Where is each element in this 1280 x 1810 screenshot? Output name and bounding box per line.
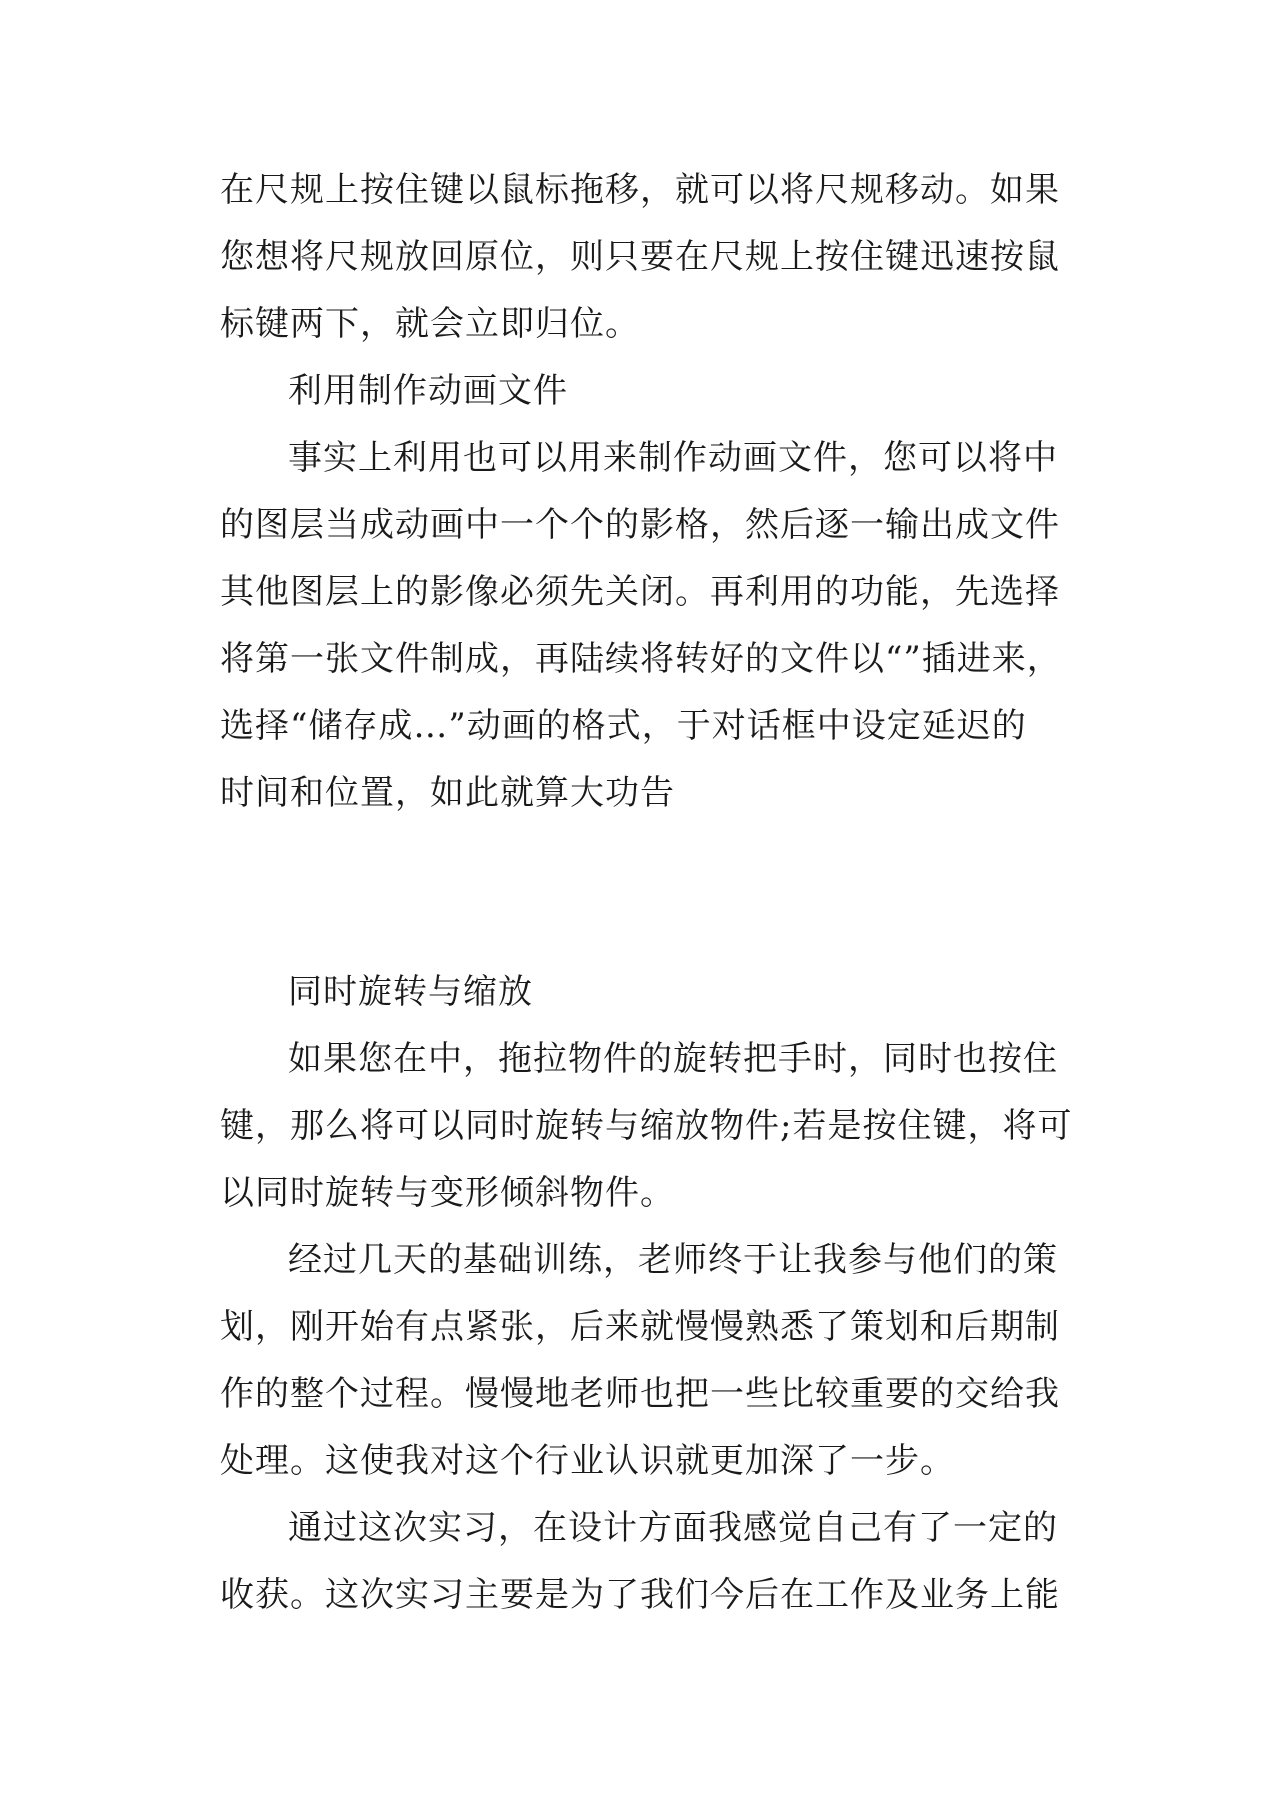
paragraph-line: 处理。这使我对这个行业认识就更加深了一步。: [220, 1441, 955, 1481]
paragraph-line: 将第一张文件制成，再陆续将转好的文件以“”插进来，: [220, 639, 1062, 679]
paragraph-line: 的图层当成动画中一个个的影格，然后逐一输出成文件: [220, 505, 1060, 545]
paragraph-line: 在尺规上按住键以鼠标拖移，就可以将尺规移动。如果: [220, 170, 1060, 210]
paragraph-line: 事实上利用也可以用来制作动画文件，您可以将中: [288, 438, 1058, 478]
paragraph-line: 经过几天的基础训练，老师终于让我参与他们的策: [288, 1240, 1058, 1280]
paragraph-line: 如果您在中，拖拉物件的旋转把手时，同时也按住: [288, 1039, 1058, 1079]
paragraph-line: 通过这次实习，在设计方面我感觉自己有了一定的: [288, 1508, 1058, 1548]
paragraph-line: 收获。这次实习主要是为了我们今后在工作及业务上能: [220, 1575, 1060, 1615]
paragraph-line: 作的整个过程。慢慢地老师也把一些比较重要的交给我: [220, 1374, 1060, 1414]
paragraph-line: 键，那么将可以同时旋转与缩放物件;若是按住键，将可: [220, 1106, 1073, 1146]
paragraph-line: 您想将尺规放回原位，则只要在尺规上按住键迅速按鼠: [220, 237, 1060, 277]
section-heading: 同时旋转与缩放: [288, 972, 533, 1012]
paragraph-line: 划，刚开始有点紧张，后来就慢慢熟悉了策划和后期制: [220, 1307, 1060, 1347]
paragraph-line: 选择“储存成…”动画的格式，于对话框中设定延迟的: [220, 706, 1027, 746]
paragraph-line: 标键两下，就会立即归位。: [220, 304, 640, 344]
paragraph-line: 时间和位置，如此就算大功告: [220, 773, 675, 813]
paragraph-line: 以同时旋转与变形倾斜物件。: [220, 1173, 675, 1213]
paragraph-line: 其他图层上的影像必须先关闭。再利用的功能，先选择: [220, 572, 1060, 612]
section-heading: 利用制作动画文件: [288, 371, 568, 411]
